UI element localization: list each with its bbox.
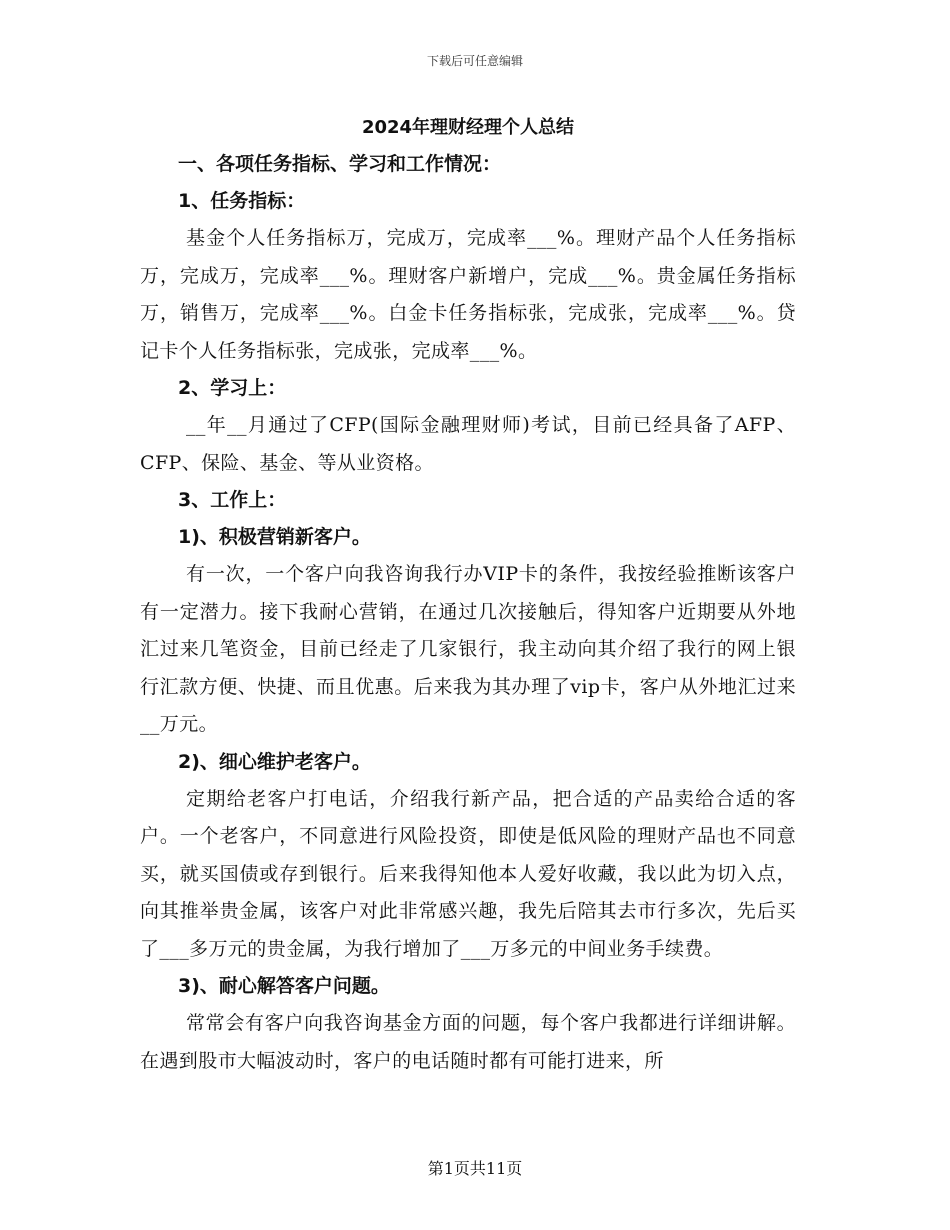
paragraph-study: __年__月通过了CFP(国际金融理财师)考试，目前已经具备了AFP、CFP、保险、基金、等从业资格。 [140,414,796,474]
item-heading-new-customers: 1)、积极营销新客户。 [178,526,371,548]
paragraph-old-customers: 定期给老客户打电话，介绍我行新产品，把合适的产品卖给合适的客户。一个老客户，不同意进行风险投资，即使是低风险的理财产品也不同意买，就买国债或存到银行。后来我得知他本人爱好收藏，我以此为切入点，向其推举贵金属，该客户对此非常感兴趣，我先后陪其去市行多次，先后买了___多万元的贵金属，为我行增加了___万多元的中间业务手续费。 [140,787,796,960]
document-title: 2024年理财经理个人总结 [361,117,575,138]
page-header-note: 下载后可任意编辑 [426,54,523,68]
paragraph-task-indicators: 基金个人任务指标万，完成万，完成率___%。理财产品个人任务指标万，完成万，完成率___%。理财客户新增户，完成___%。贵金属任务指标万，销售万，完成率___%。白金卡任务指标张，完成张，完成率___%。贷记卡个人任务指标张，完成张，完成率___%。 [140,227,796,362]
subsection-heading-work: 3、工作上： [178,489,287,511]
paragraph-customer-questions: 常常会有客户向我咨询基金方面的问题，每个客户我都进行详细讲解。在遇到股市大幅波动时，客户的电话随时都有可能打进来，所 [140,1012,796,1072]
document-body [140,112,796,1080]
subsection-heading-study: 2、学习上： [178,377,287,399]
item-heading-customer-questions: 3)、耐心解答客户问题。 [178,975,390,997]
paragraph-new-customers: 有一次，一个客户向我咨询我行办VIP卡的条件，我按经验推断该客户有一定潜力。接下我耐心营销，在通过几次接触后，得知客户近期要从外地汇过来几笔资金，目前已经走了几家银行，我主动向其介绍了我行的网上银行汇款方便、快捷、而且优惠。后来我为其办理了vip卡，客户从外地汇过来__万元。 [140,563,796,735]
item-heading-old-customers: 2)、细心维护老客户。 [178,750,371,773]
page-number: 第1页共11页 [427,1159,523,1178]
subsection-heading-task-indicators: 1、任务指标： [178,190,306,212]
section-heading: 一、各项任务指标、学习和工作情况： [178,153,502,175]
